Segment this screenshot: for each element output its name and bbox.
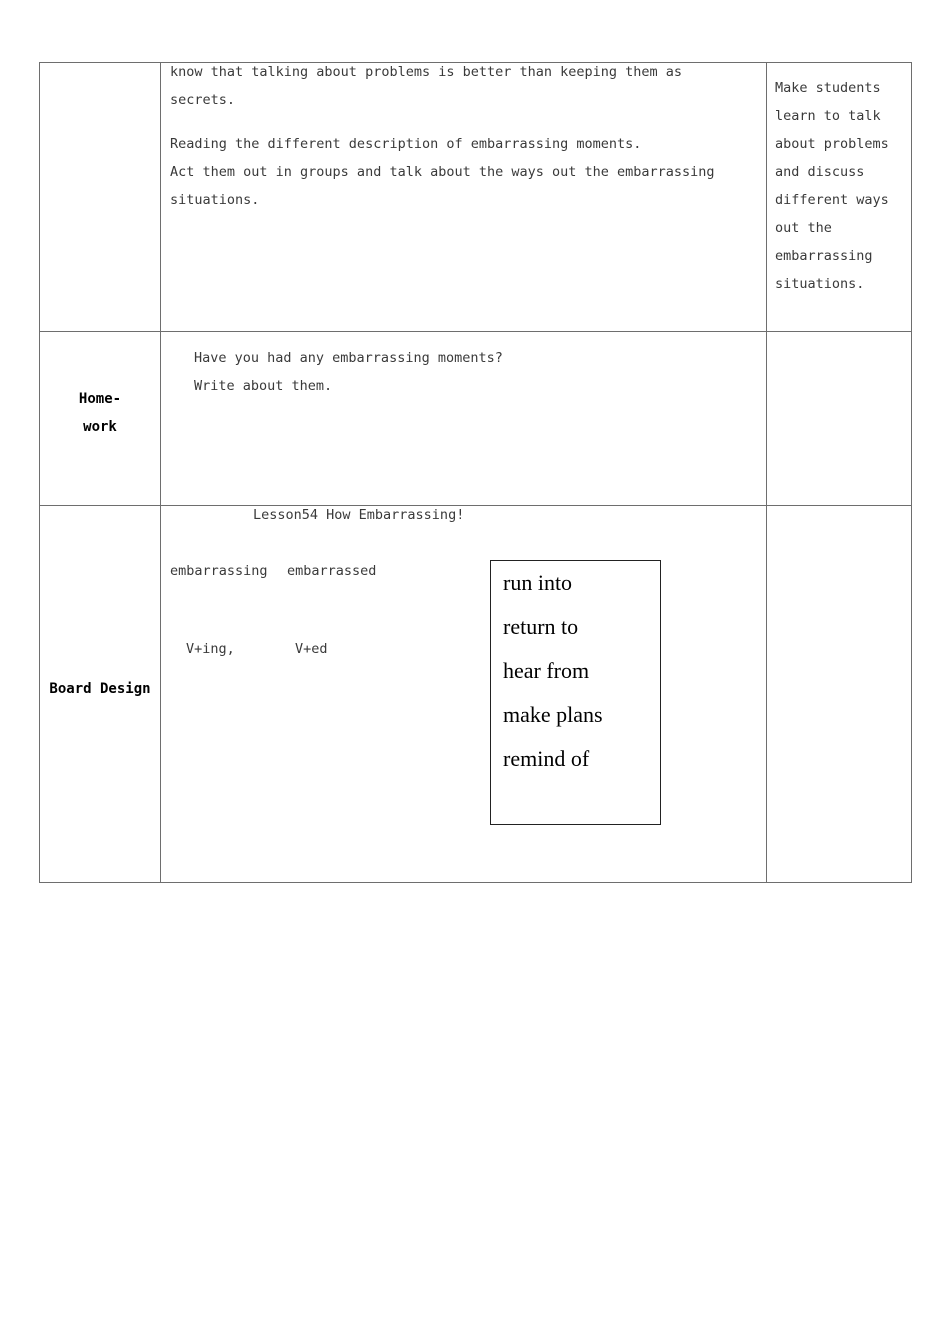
board-word-embarrassing: embarrassing <box>170 563 268 579</box>
phrase-item: hear from <box>503 658 590 683</box>
purpose-line: embarrassing <box>775 248 873 264</box>
phrase-box <box>490 560 661 825</box>
purpose-line: out the <box>775 220 832 236</box>
board-form-ving: V+ing, <box>186 641 235 657</box>
board-word-embarrassed: embarrassed <box>287 563 377 579</box>
board-form-ved: V+ed <box>295 641 328 657</box>
phrase-item: return to <box>503 614 579 639</box>
purpose-line: learn to talk <box>775 108 881 124</box>
phrase-item: remind of <box>503 746 590 771</box>
purpose-line: different ways <box>775 192 889 208</box>
table-right-border <box>911 62 912 883</box>
purpose-line: and discuss <box>775 164 865 180</box>
purpose-line: situations. <box>775 276 865 292</box>
table-bottom-border <box>39 882 912 883</box>
homework-label-line1: Home- <box>78 391 122 407</box>
phrase-item: run into <box>503 570 573 595</box>
activity-line: Reading the different description of embarrassing moments. <box>170 136 642 152</box>
homework-label-line2: work <box>83 419 117 435</box>
activity-line: situations. <box>170 192 260 208</box>
activity-line: know that talking about problems is better than keeping them as <box>170 64 683 80</box>
board-title: Lesson54 How Embarrassing! <box>253 507 465 523</box>
row-divider-homework <box>39 331 912 332</box>
teaching-purpose <box>775 74 889 298</box>
phrase-item: make plans <box>503 702 603 727</box>
homework-label <box>40 385 160 441</box>
board-design-label: Board Design <box>49 681 151 697</box>
purpose-line: Make students <box>775 80 881 96</box>
row-divider-board <box>39 505 912 506</box>
purpose-line: about problems <box>775 136 889 152</box>
homework-line: Have you had any embarrassing moments? <box>194 350 503 366</box>
activity-line: secrets. <box>170 92 236 108</box>
column-divider-purpose <box>766 62 767 883</box>
activity-line: Act them out in groups and talk about the ways out the embarrassing <box>170 164 715 180</box>
table-left-border <box>39 62 40 883</box>
homework-line: Write about them. <box>194 378 333 394</box>
column-divider-label <box>160 62 161 883</box>
